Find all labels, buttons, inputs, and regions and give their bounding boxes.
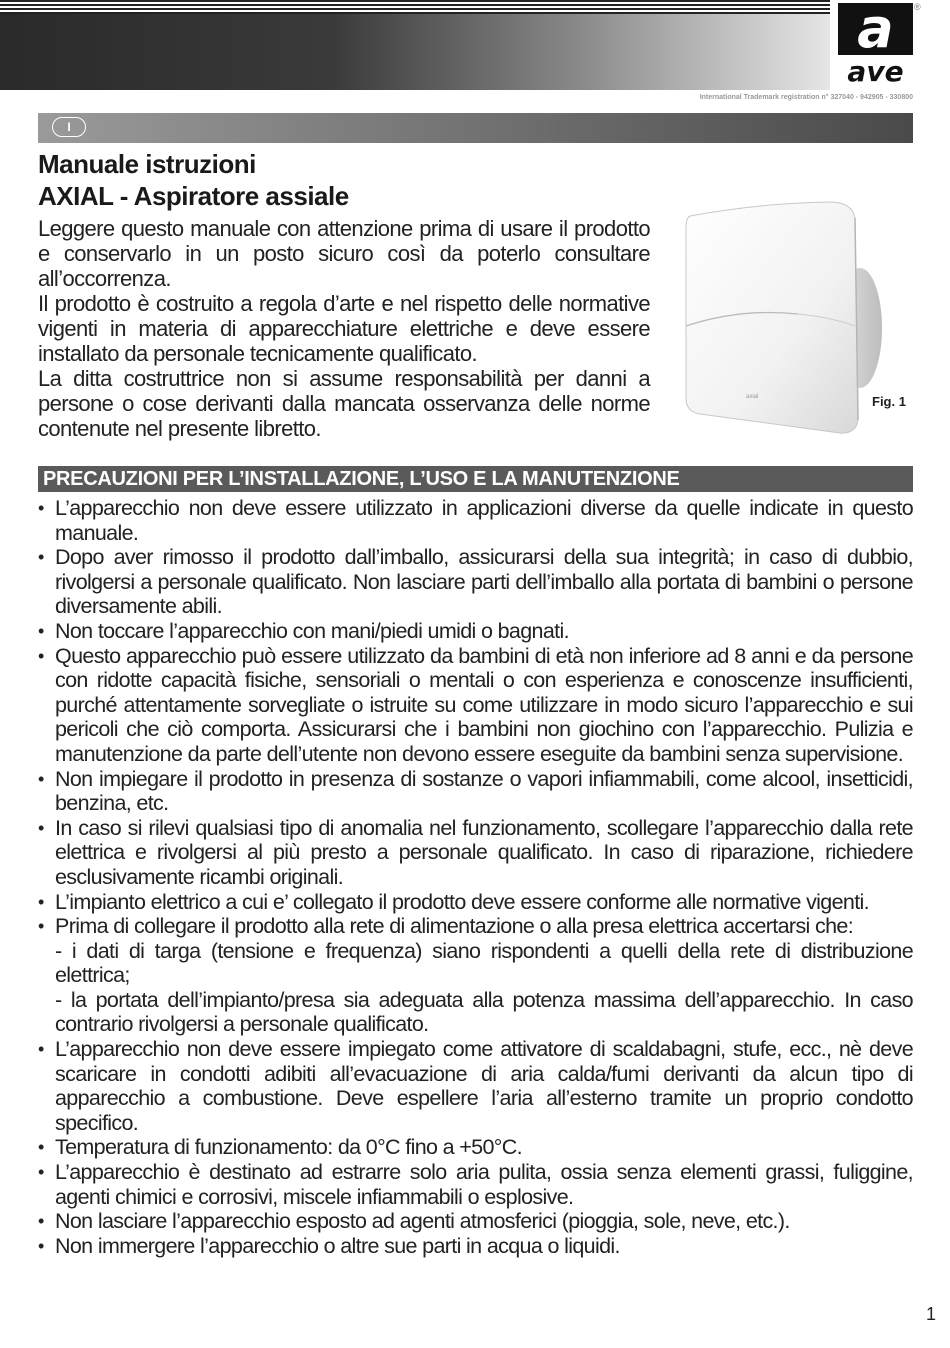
- list-item-text: L’apparecchio è destinato ad estrarre solo aria pulita, ossia senza elementi grassi, fuliggine, agenti chimici e corrosivi, miscele infiammabili o esplosive.: [55, 1160, 913, 1209]
- title-line-1: Manuale istruzioni: [38, 149, 256, 179]
- precautions-list: [38, 496, 913, 1258]
- registered-mark: ®: [914, 2, 921, 12]
- figure-label: Fig. 1: [872, 394, 906, 409]
- list-subitem: - i dati di targa (tensione e frequenza) siano rispondenti a quelli della rete di distribuzione elettrica;: [55, 938, 913, 988]
- intro-text: [38, 216, 650, 441]
- intro-paragraph: Il prodotto è costruito a regola d’arte e nel rispetto delle normative vigenti in materia di apparecchiature elettriche e deve essere installato da personale tecnicamente qualificato.: [38, 291, 650, 366]
- list-item-text: Non impiegare il prodotto in presenza di sostanze o vapori infiammabili, come alcool, insetticidi, benzina, etc.: [55, 766, 913, 816]
- bullet-icon: •: [38, 1039, 44, 1060]
- list-item: [38, 1135, 913, 1160]
- list-item: [38, 914, 913, 1037]
- bullet-icon: •: [38, 817, 44, 838]
- list-item-text: Non lasciare l’apparecchio esposto ad agenti atmosferici (pioggia, sole, neve, etc.).: [55, 1209, 790, 1234]
- brand-logo: a: [838, 3, 913, 55]
- list-item: [38, 545, 913, 619]
- bullet-icon: •: [38, 891, 44, 912]
- list-item: [38, 496, 913, 545]
- list-item-text: Prima di collegare il prodotto alla rete di alimentazione o alla presa elettrica accertarsi che:: [55, 914, 854, 939]
- list-item-text: Non toccare l’apparecchio con mani/piedi umidi o bagnati.: [55, 618, 569, 643]
- list-item: [38, 890, 913, 915]
- bullet-icon: •: [38, 547, 44, 568]
- list-subitem: - la portata dell’impianto/presa sia adeguata alla potenza massima dell’apparecchio. In caso contrario rivolgersi a personale qualificato.: [55, 987, 913, 1037]
- language-tag: I: [52, 117, 86, 137]
- fan-brand-mark: axial: [746, 394, 759, 400]
- brand-wordmark: ave: [847, 55, 904, 88]
- page-number: 1: [926, 1304, 937, 1324]
- list-item-text: Non immergere l’apparecchio o altre sue parti in acqua o liquidi.: [55, 1233, 620, 1258]
- list-item-text: L’apparecchio non deve essere utilizzato in applicazioni diverse da quelle indicate in questo manuale.: [55, 496, 913, 545]
- header-stripes: [0, 0, 830, 14]
- list-item: [38, 1234, 913, 1259]
- bullet-icon: •: [38, 1235, 44, 1256]
- list-item: [38, 1037, 913, 1135]
- list-item-text: Temperatura di funzionamento: da 0°C fino a +50°C.: [55, 1135, 522, 1160]
- language-bar: [38, 113, 913, 143]
- section-title: PRECAUZIONI PER L’INSTALLAZIONE, L’USO E LA MANUTENZIONE: [43, 468, 680, 490]
- list-item: [38, 1160, 913, 1209]
- bullet-icon: •: [38, 1137, 44, 1158]
- intro-paragraph: Leggere questo manuale con attenzione prima di usare il prodotto e conservarlo in un posto sicuro così da poterlo consultare all’occorrenza.: [38, 216, 650, 291]
- list-item-text: Questo apparecchio può essere utilizzato da bambini di età non inferiore ad 8 anni e da persone con ridotte capacità fisiche, sensoriali o mentali o con esperienza e conoscenze insufficienti, purché attentamente sorvegliate o istruite su come utilizzare in modo sicuro l’apparecchio e sui pericoli che ciò comporta. Assicurarsi che i bambini non giochino con l’apparecchio. Pulizia e manutenzione da parte dell’utente non devono essere eseguite da bambini senza supervisione.: [55, 643, 913, 766]
- bullet-icon: •: [38, 768, 44, 789]
- bullet-icon: •: [38, 1211, 44, 1232]
- bullet-icon: •: [38, 498, 44, 518]
- bullet-icon: •: [38, 620, 44, 641]
- document-title: [38, 148, 678, 212]
- list-item: [38, 644, 913, 767]
- list-item-text: L’impianto elettrico a cui e’ collegato il prodotto deve essere conforme alle normative vigenti.: [55, 889, 869, 914]
- list-item: [38, 767, 913, 816]
- axial-fan-product-image: [680, 198, 885, 438]
- title-line-2: AXIAL - Aspiratore assiale: [38, 181, 349, 211]
- intro-paragraph: La ditta costruttrice non si assume responsabilità per danni a persone o cose derivanti dalla mancata osservanza delle norme contenute nel presente libretto.: [38, 366, 650, 441]
- list-item: [38, 1209, 913, 1234]
- bullet-icon: •: [38, 645, 44, 666]
- bullet-icon: •: [38, 1162, 44, 1183]
- list-item-text: Dopo aver rimosso il prodotto dall’imballo, assicurarsi della sua integrità; in caso di dubbio, rivolgersi a personale qualificato. Non lasciare parti dell’imballo alla portata di bambini o persone diversamente abili.: [55, 545, 913, 619]
- list-item-text: In caso si rilevi qualsiasi tipo di anomalia nel funzionamento, scollegare l’apparecchio dalla rete elettrica e rivolgersi al più presto a personale qualificato. In caso di riparazione, richiedere esclusivamente ricambi originali.: [55, 815, 913, 889]
- list-item-text: L’apparecchio non deve essere impiegato come attivatore di scaldabagni, stufe, ecc., nè deve scaricare in condotti adibiti all’evacuazione di aria calda/fumi derivanti da alcun tipo di apparecchio a combustione. Deve espellere l’aria all’esterno tramite un proprio condotto specifico.: [55, 1037, 913, 1135]
- trademark-registration: International Trademark registration n° 327040 - 942905 - 330800: [699, 94, 913, 101]
- list-item: [38, 619, 913, 644]
- list-item: [38, 816, 913, 890]
- bullet-icon: •: [38, 916, 44, 937]
